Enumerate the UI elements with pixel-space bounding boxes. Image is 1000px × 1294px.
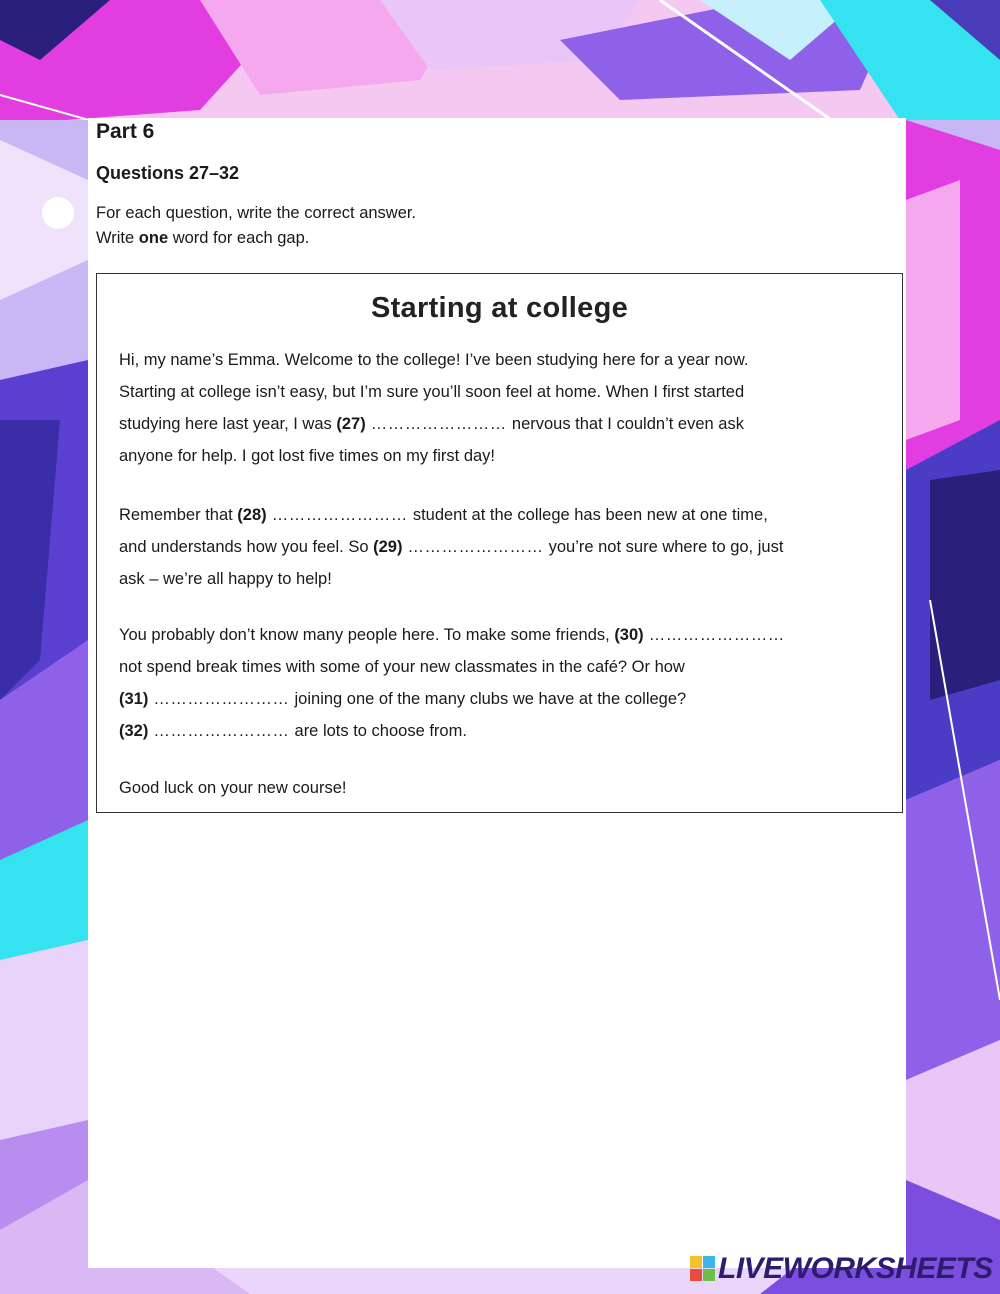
part-title: Part 6 [96,120,155,143]
reading-text-box [96,273,903,813]
text-title: Starting at college [370,292,629,324]
answer-gap-30[interactable]: …………………… [643,626,785,644]
gap-number-31: (31) [119,690,149,708]
gap-number-32: (32) [119,722,149,740]
liveworksheets-logo-icon [690,1256,716,1282]
answer-gap-31[interactable]: …………………… [148,690,295,708]
gap-number-29: (29) [373,538,403,556]
paragraph-3: You probably don’t know many people here. To make some friends, (30) …………………… not spend break times with some of your new classmates in the café? Or how (31) …………………… joining one of the many clubs we have at the college? (32) …………………… are lots to choose from. [119,626,785,740]
instructions [96,201,416,251]
gap-number-27: (27) [336,415,366,433]
gap-number-30: (30) [614,626,644,644]
instruction-line-2: Write one word for each gap. [96,229,310,247]
answer-gap-28[interactable]: …………………… [266,506,413,524]
questions-range: Questions 27–32 [96,163,240,183]
answer-gap-27[interactable]: …………………… [365,415,512,433]
paragraph-2: Remember that (28) …………………… student at the college has been new at one time, and understands how you feel. So (29) …………………… you’re not sure where to go, just ask – we’re all happy to help! [119,506,784,588]
closing-line: Good luck on your new course! [119,779,347,797]
instruction-emphasis: one [138,229,169,247]
paragraph-1: Hi, my name’s Emma. Welcome to the college! I’ve been studying here for a year now. Starting at college isn’t easy, but I’m sure you’ll soon feel at home. When I first started studying here last year, I was (27) …………………… nervous that I couldn’t even ask anyone for help. I got lost five times on my first day! [119,351,749,465]
gap-number-28: (28) [237,506,267,524]
instruction-line-1: For each question, write the correct answer. [96,204,417,222]
watermark-text: LIVEWORKSHEETS [718,1252,993,1285]
answer-gap-29[interactable]: …………………… [402,538,549,556]
answer-gap-32[interactable]: …………………… [148,722,295,740]
